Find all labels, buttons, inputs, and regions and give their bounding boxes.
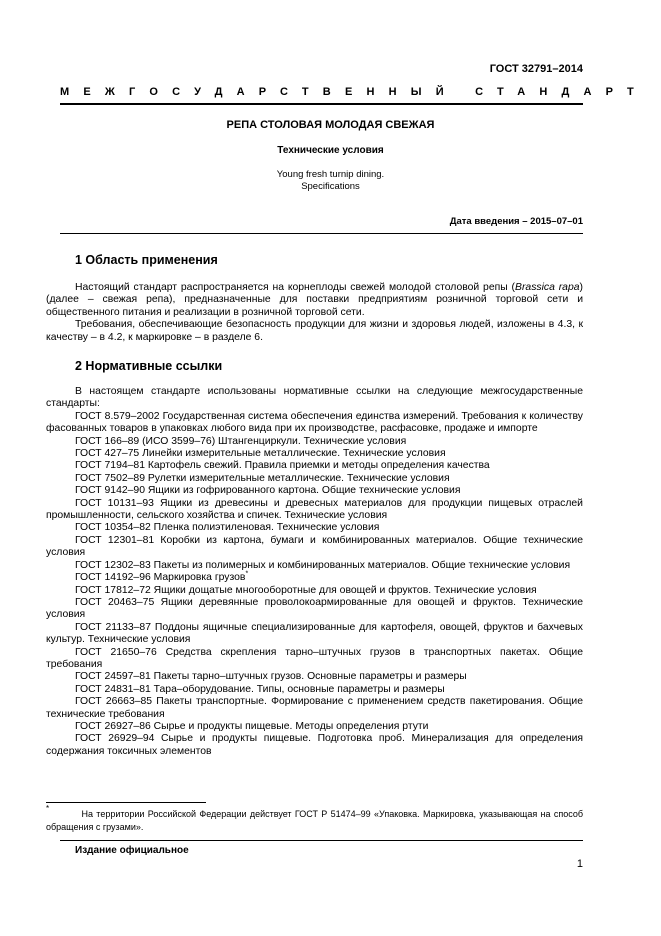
reference-item: [46, 460, 583, 472]
reference-text: ГОСТ 17812–72 Ящики дощатые многооборотные для овощей и фруктов. Технические условия: [75, 584, 537, 596]
reference-item: [46, 411, 583, 436]
reference-text: ГОСТ 10131–93 Ящики из древесины и древесных материалов для продукции пищевых отраслей промышленности, сельского хозяйства и спичек. Технические условия: [46, 497, 583, 522]
reference-item: [46, 721, 583, 733]
footnote-divider: [46, 802, 206, 803]
scope-text-a: Настоящий стандарт распространяется на корнеплоды свежей молодой столовой репы (: [75, 282, 516, 293]
reference-item: [46, 473, 583, 485]
reference-item: [46, 485, 583, 497]
reference-text: ГОСТ 166–89 (ИСО 3599–76) Штангенциркули. Технические условия: [75, 435, 407, 447]
reference-text: ГОСТ 7502–89 Рулетки измерительные металлические. Технические условия: [75, 472, 450, 484]
reference-text: ГОСТ 26663–85 Пакеты транспортные. Формирование с применением средств пакетирования. Общие технические требования: [46, 696, 583, 720]
reference-item: [46, 671, 583, 683]
reference-text: ГОСТ 12302–83 Пакеты из полимерных и комбинированных материалов. Общие технические условия: [75, 559, 571, 571]
reference-item: [46, 622, 583, 647]
document-title: РЕПА СТОЛОВАЯ МОЛОДАЯ СВЕЖАЯ: [226, 119, 435, 131]
english-title-line-1: Young fresh turnip dining.: [276, 169, 385, 180]
footnote-text: На территории Российской Федерации действует ГОСТ Р 51474–99 «Упаковка. Маркировка, указывающая на способ обращения с грузами».: [46, 809, 583, 832]
footnote-reference-mark: *: [245, 570, 249, 578]
reference-text: ГОСТ 21650–76 Средства скрепления тарно–штучных грузов в транспортных пакетах. Общие требования: [46, 646, 583, 670]
reference-text: ГОСТ 14192–96 Маркировка грузов: [75, 572, 246, 584]
reference-text: ГОСТ 21133–87 Поддоны ящичные специализированные для картофеля, овощей, фруктов и бахчевых культур. Технические условия: [46, 621, 583, 646]
header-divider: [60, 103, 583, 105]
reference-item: [46, 535, 583, 560]
reference-item: [46, 647, 583, 672]
reference-text: ГОСТ 20463–75 Ящики деревянные проволокоармированные для овощей и фруктов. Технические условия: [46, 596, 583, 621]
reference-text: ГОСТ 10354–82 Пленка полиэтиленовая. Технические условия: [75, 522, 380, 534]
reference-text: ГОСТ 9142–90 Ящики из гофрированного картона. Общие технические условия: [75, 485, 461, 497]
reference-item: [46, 498, 583, 523]
reference-text: ГОСТ 24597–81 Пакеты тарно–штучных грузов. Основные параметры и размеры: [75, 671, 467, 683]
reference-text: ГОСТ 12301–81 Коробки из картона, бумаги и комбинированных материалов. Общие технические условия: [46, 534, 583, 559]
reference-text: ГОСТ 427–75 Линейки измерительные металлические. Технические условия: [75, 448, 446, 460]
standard-type-banner: МЕЖГОСУДАРСТВЕННЫЙ СТАНДАРТ: [60, 86, 648, 98]
reference-item: [46, 522, 583, 534]
reference-item: [46, 733, 583, 758]
reference-text: ГОСТ 26927–86 Сырье и продукты пищевые. Методы определения ртути: [75, 720, 429, 732]
reference-item: [46, 696, 583, 721]
latin-name: Brassica rapa: [515, 282, 580, 293]
reference-item: [46, 560, 583, 572]
document-subtitle: Технические условия: [277, 145, 384, 156]
section-1-heading: 1 Область применения: [75, 253, 218, 267]
document-code: ГОСТ 32791–2014: [489, 63, 583, 75]
reference-item: [46, 597, 583, 622]
footnote-marker: *: [46, 804, 50, 813]
date-divider: [60, 233, 583, 234]
reference-item: [46, 572, 583, 584]
reference-item: [46, 684, 583, 696]
page-number: 1: [576, 858, 583, 870]
english-title: [0, 169, 661, 193]
footnote: [46, 804, 583, 833]
reference-item: [46, 436, 583, 448]
reference-list: [46, 411, 583, 758]
reference-text: ГОСТ 8.579–2002 Государственная система обеспечения единства измерений. Требования к количеству фасованных товаров в упаковках любого вида при их производстве, расфасовке, продаже и импорте: [46, 410, 583, 435]
section-1-paragraph-1: [46, 282, 583, 319]
reference-text: ГОСТ 26929–94 Сырье и продукты пищевые. Подготовка проб. Минерализация для определения содержания токсичных элементов: [46, 733, 583, 757]
section-2-body: [46, 386, 583, 758]
section-2-intro: В настоящем стандарте использованы нормативные ссылки на следующие межгосударственные стандарты:: [46, 386, 583, 410]
english-title-line-2: Specifications: [301, 181, 360, 192]
section-1-paragraph-2: Требования, обеспечивающие безопасность продукции для жизни и здоровья людей, изложены в 4.3, к качеству – в 4.2, к маркировке – в разделе 6.: [46, 319, 583, 343]
reference-item: [46, 585, 583, 597]
footer-divider: [60, 840, 583, 841]
edition-label: Издание официальное: [75, 845, 189, 856]
introduction-date: Дата введения – 2015–07–01: [449, 216, 583, 227]
section-1-body: [46, 282, 583, 344]
scope-text-b: ) (далее – свежая репа), предназначенные для поставки предприятиям розничной торговой сети и общественного питания и реализации в розничной торговой сети.: [46, 282, 583, 318]
section-2-heading: 2 Нормативные ссылки: [75, 359, 223, 373]
reference-text: ГОСТ 24831–81 Тара–оборудование. Типы, основные параметры и размеры: [75, 683, 445, 695]
reference-text: ГОСТ 7194–81 Картофель свежий. Правила приемки и методы определения качества: [75, 460, 490, 472]
reference-item: [46, 448, 583, 460]
